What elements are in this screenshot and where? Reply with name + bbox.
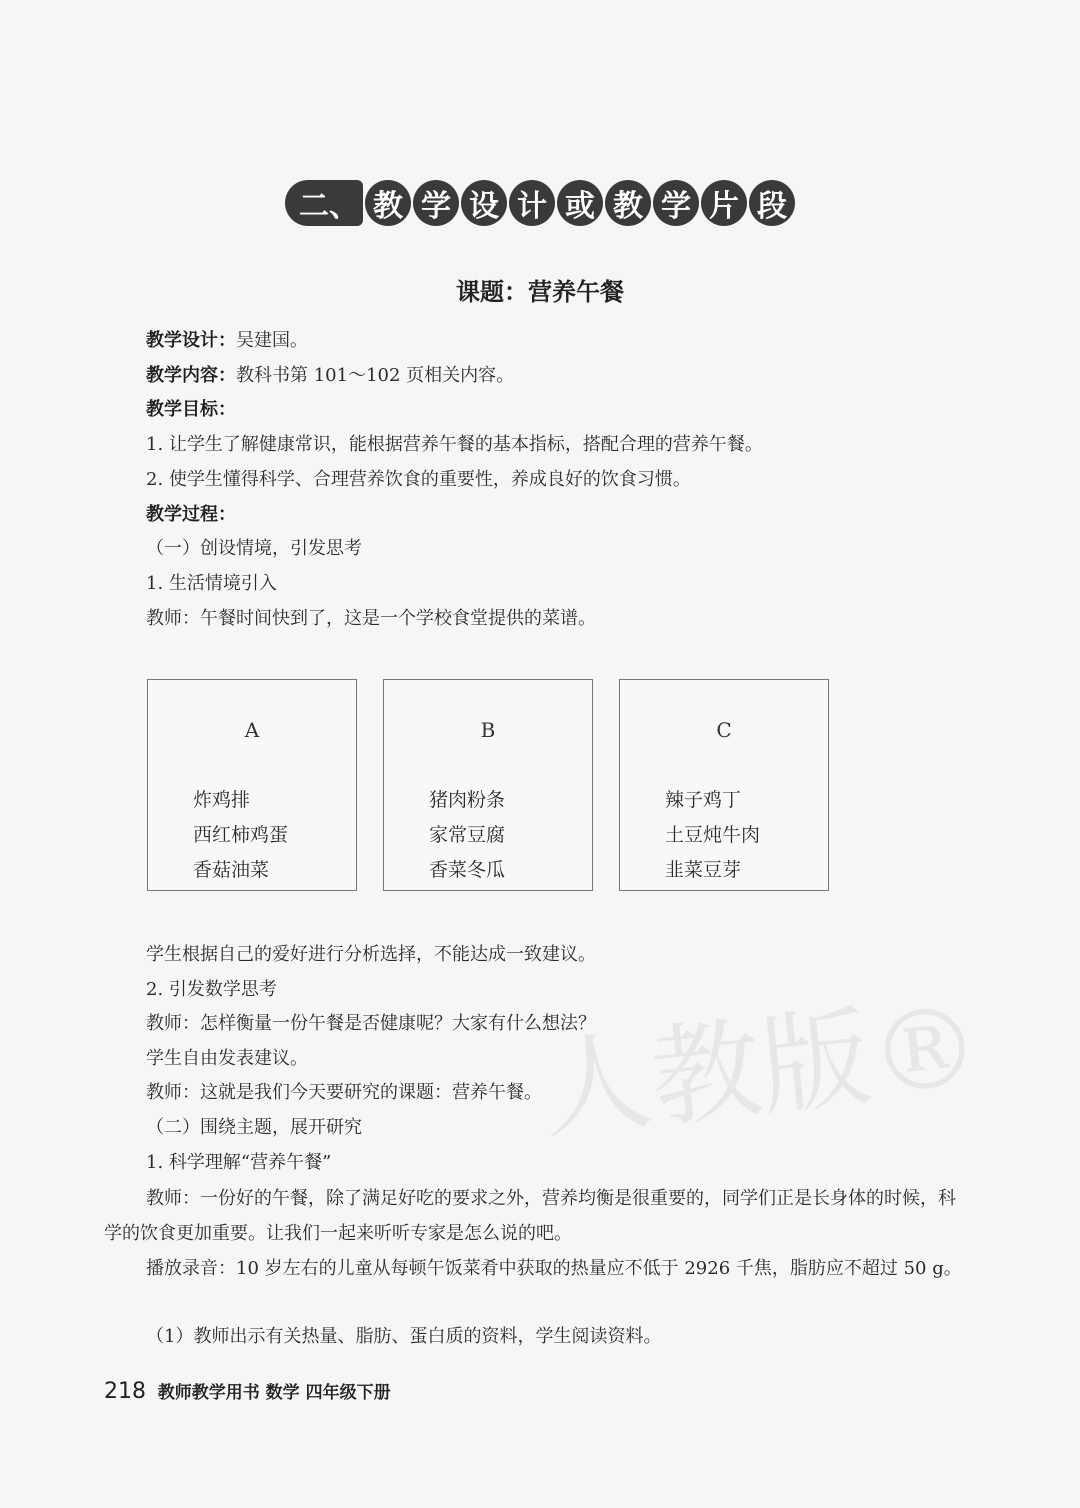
menu-letter: A	[244, 718, 260, 742]
content-value: 教科书第 101～102 页相关内容。	[236, 365, 515, 386]
body-line: 学生根据自己的爱好进行分析选择，不能达成一致建议。	[146, 944, 596, 965]
section-title-char: 或	[557, 180, 603, 226]
section-title	[0, 180, 1080, 226]
body-line: 教师：这就是我们今天要研究的课题：营养午餐。	[146, 1082, 542, 1103]
menu-item: 辣子鸡丁	[665, 789, 742, 811]
section-title-char: 教	[365, 180, 411, 226]
menu-box-a	[147, 679, 357, 891]
section-title-char: 设	[461, 180, 507, 226]
page-number: 218	[104, 1379, 146, 1404]
menu-item: 韭菜豆芽	[665, 859, 742, 881]
menu-item: 土豆炖牛肉	[665, 824, 761, 846]
step1-heading: 1. 生活情境引入	[146, 573, 277, 594]
paragraph-recording: 播放录音：10 岁左右的儿童从每顿午饭菜肴中获取的热量应不低于 2926 千焦，脂肪应不超过 50 g。	[146, 1258, 962, 1279]
body-line: （1）教师出示有关热量、脂肪、蛋白质的资料，学生阅读资料。	[146, 1326, 662, 1347]
designer-label: 教学设计：	[146, 330, 236, 351]
menu-letter: C	[716, 718, 732, 742]
book-title: 教师教学用书 数学 四年级下册	[157, 1383, 391, 1403]
part1-heading: （一）创设情境，引发思考	[146, 538, 362, 559]
page-footer	[104, 1378, 391, 1404]
step-heading: 1. 科学理解“营养午餐”	[146, 1152, 332, 1173]
menu-box-c	[619, 679, 829, 891]
body-line: 学生自由发表建议。	[146, 1048, 308, 1069]
designer-line	[146, 329, 308, 353]
menu-item: 香菇油菜	[193, 859, 270, 881]
goals-label: 教学目标：	[146, 399, 236, 420]
designer-value: 吴建国。	[236, 330, 308, 351]
content-line	[146, 364, 514, 388]
part2-heading: （二）围绕主题，展开研究	[146, 1117, 362, 1138]
menu-item: 家常豆腐	[429, 824, 506, 846]
menu-item: 炸鸡排	[193, 789, 251, 811]
teacher-line: 教师：午餐时间快到了，这是一个学校食堂提供的菜谱。	[146, 608, 596, 629]
goal-item: 2. 使学生懂得科学、合理营养饮食的重要性，养成良好的饮食习惯。	[146, 469, 691, 490]
menu-box-b	[383, 679, 593, 891]
menu-item: 猪肉粉条	[429, 789, 506, 811]
section-title-char: 学	[413, 180, 459, 226]
menu-letter: B	[480, 718, 496, 742]
content-label: 教学内容：	[146, 365, 236, 386]
process-label: 教学过程：	[146, 504, 236, 525]
paragraph-teacher: 教师：一份好的午餐，除了满足好吃的要求之外，营养均衡是很重要的，同学们正是长身体的时候，科学的饮食更加重要。让我们一起来听听专家是怎么说的吧。	[104, 1188, 956, 1244]
lesson-title: 课题：营养午餐	[456, 278, 624, 306]
section-title-char: 计	[509, 180, 555, 226]
goal-item: 1. 让学生了解健康常识，能根据营养午餐的基本指标，搭配合理的营养午餐。	[146, 434, 763, 455]
body-line: 教师：怎样衡量一份午餐是否健康呢？大家有什么想法？	[146, 1013, 596, 1034]
menu-item: 西红柿鸡蛋	[193, 824, 289, 846]
step2-heading: 2. 引发数学思考	[146, 979, 277, 1000]
section-title-char: 教	[605, 180, 651, 226]
watermark: 人教版®	[535, 981, 987, 1155]
menu-item: 香菜冬瓜	[429, 859, 506, 881]
section-title-char: 片	[701, 180, 747, 226]
section-title-char: 学	[653, 180, 699, 226]
section-title-char: 段	[749, 180, 795, 226]
section-number: 二、	[285, 180, 363, 226]
